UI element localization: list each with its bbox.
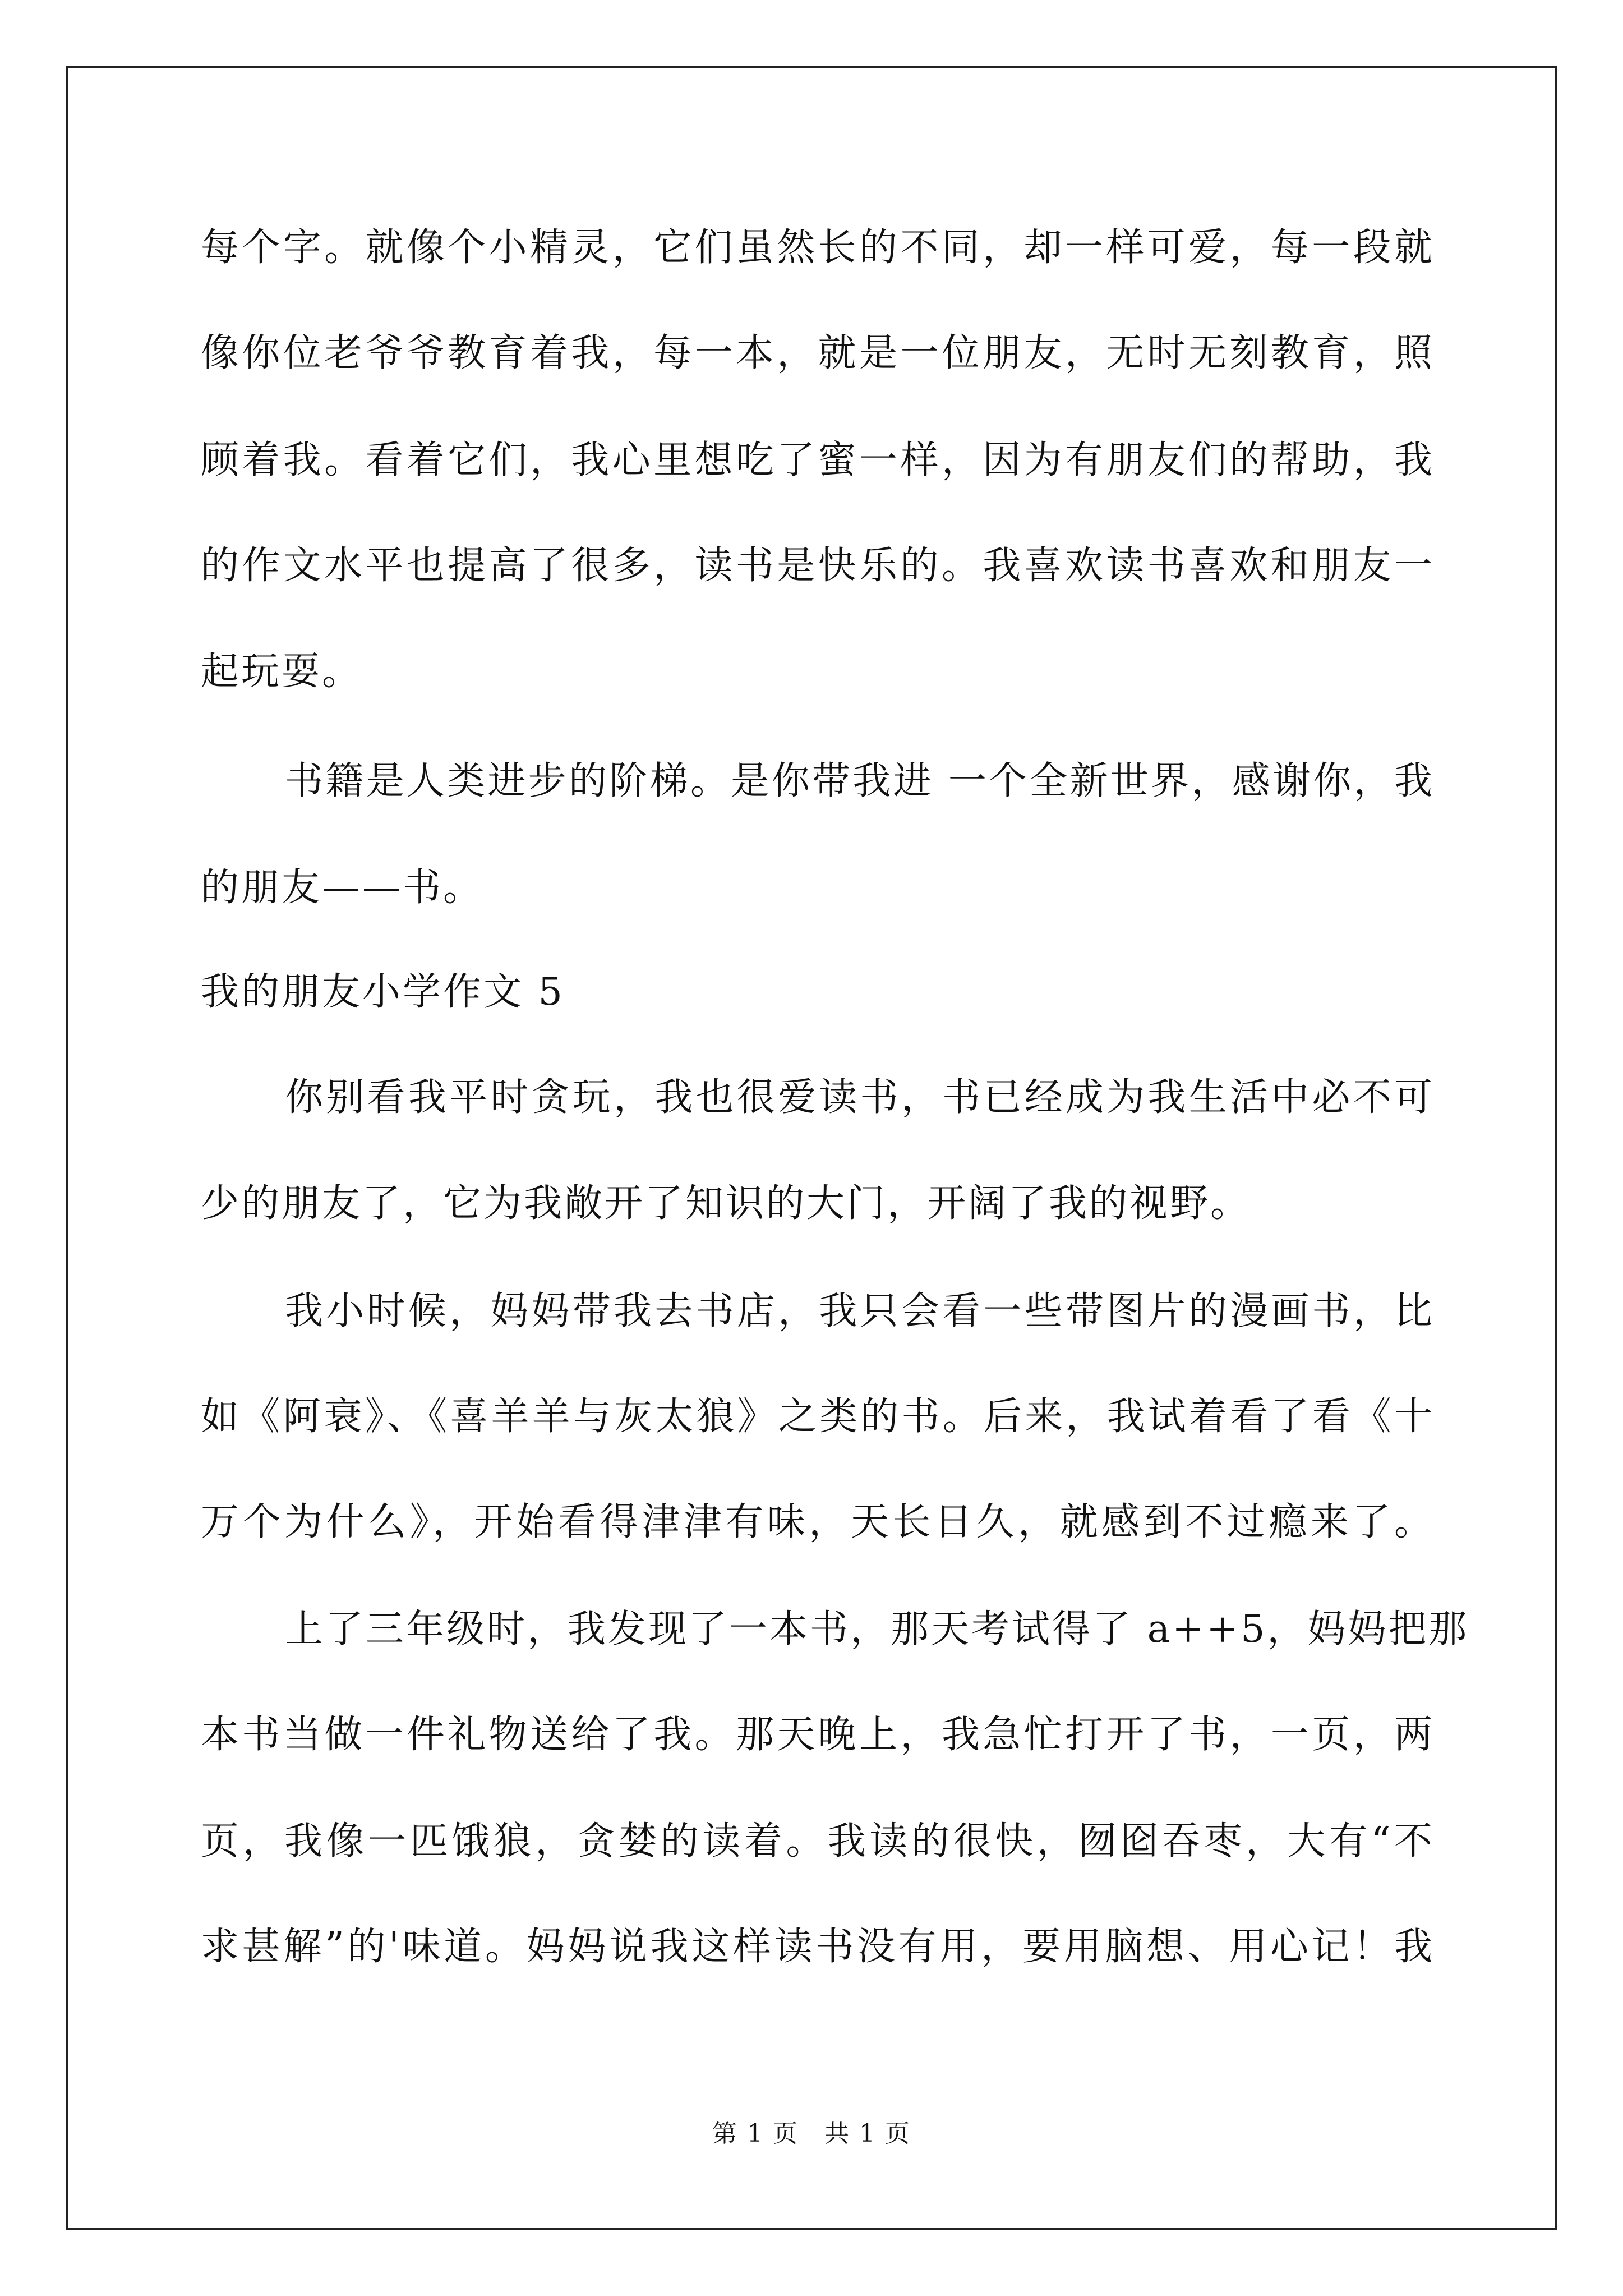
text-line: 起玩耍。 [201,650,363,694]
page-footer: 第 1 页 共 1 页 [712,2119,911,2148]
paragraph-start-line: 我小时候，妈妈带我去书店，我只会看一些带图片的漫画书，比 [285,1289,1435,1333]
text-line: 每个字。就像个小精灵，它们虽然长的不同，却一样可爱，每一段就 [201,226,1435,270]
section-heading: 我的朋友小学作文 5 [201,970,565,1014]
text-line: 的作文水平也提高了很多，读书是快乐的。我喜欢读书喜欢和朋友一 [201,544,1435,588]
paragraph-start-line: 你别看我平时贪玩，我也很爱读书，书已经成为我生活中必不可 [285,1075,1435,1120]
text-line: 如《阿衰》、《喜羊羊与灰太狼》之类的书。后来，我试着看了看《十 [201,1395,1435,1439]
text-line: 像你位老爷爷教育着我，每一本，就是一位朋友，无时无刻教育，照 [201,331,1435,375]
text-line: 万个为什么》，开始看得津津有味，天长日久，就感到不过瘾来了。 [201,1500,1435,1544]
text-line: 顾着我。看着它们，我心里想吃了蜜一样，因为有朋友们的帮助，我 [201,438,1435,482]
text-line: 少的朋友了，它为我敞开了知识的大门，开阔了我的视野。 [201,1181,1251,1226]
paragraph-start-line: 书籍是人类进步的阶梯。是你带我进 一个全新世界，感谢你，我 [285,759,1435,803]
text-line: 的朋友——书。 [201,866,484,910]
text-line: 页，我像一匹饿狼，贪婪的读着。我读的很快，囫囵吞枣，大有“不 [201,1819,1435,1864]
text-line: 本书当做一件礼物送给了我。那天晚上，我急忙打开了书，一页，两 [201,1713,1435,1757]
paragraph-start-line: 上了三年级时，我发现了一本书，那天考试得了 a++5，妈妈把那 [285,1607,1469,1651]
text-line: 求甚解”的'味道。妈妈说我这样读书没有用，要用脑想、用心记！我 [201,1925,1435,1969]
page-border [66,66,1557,2230]
